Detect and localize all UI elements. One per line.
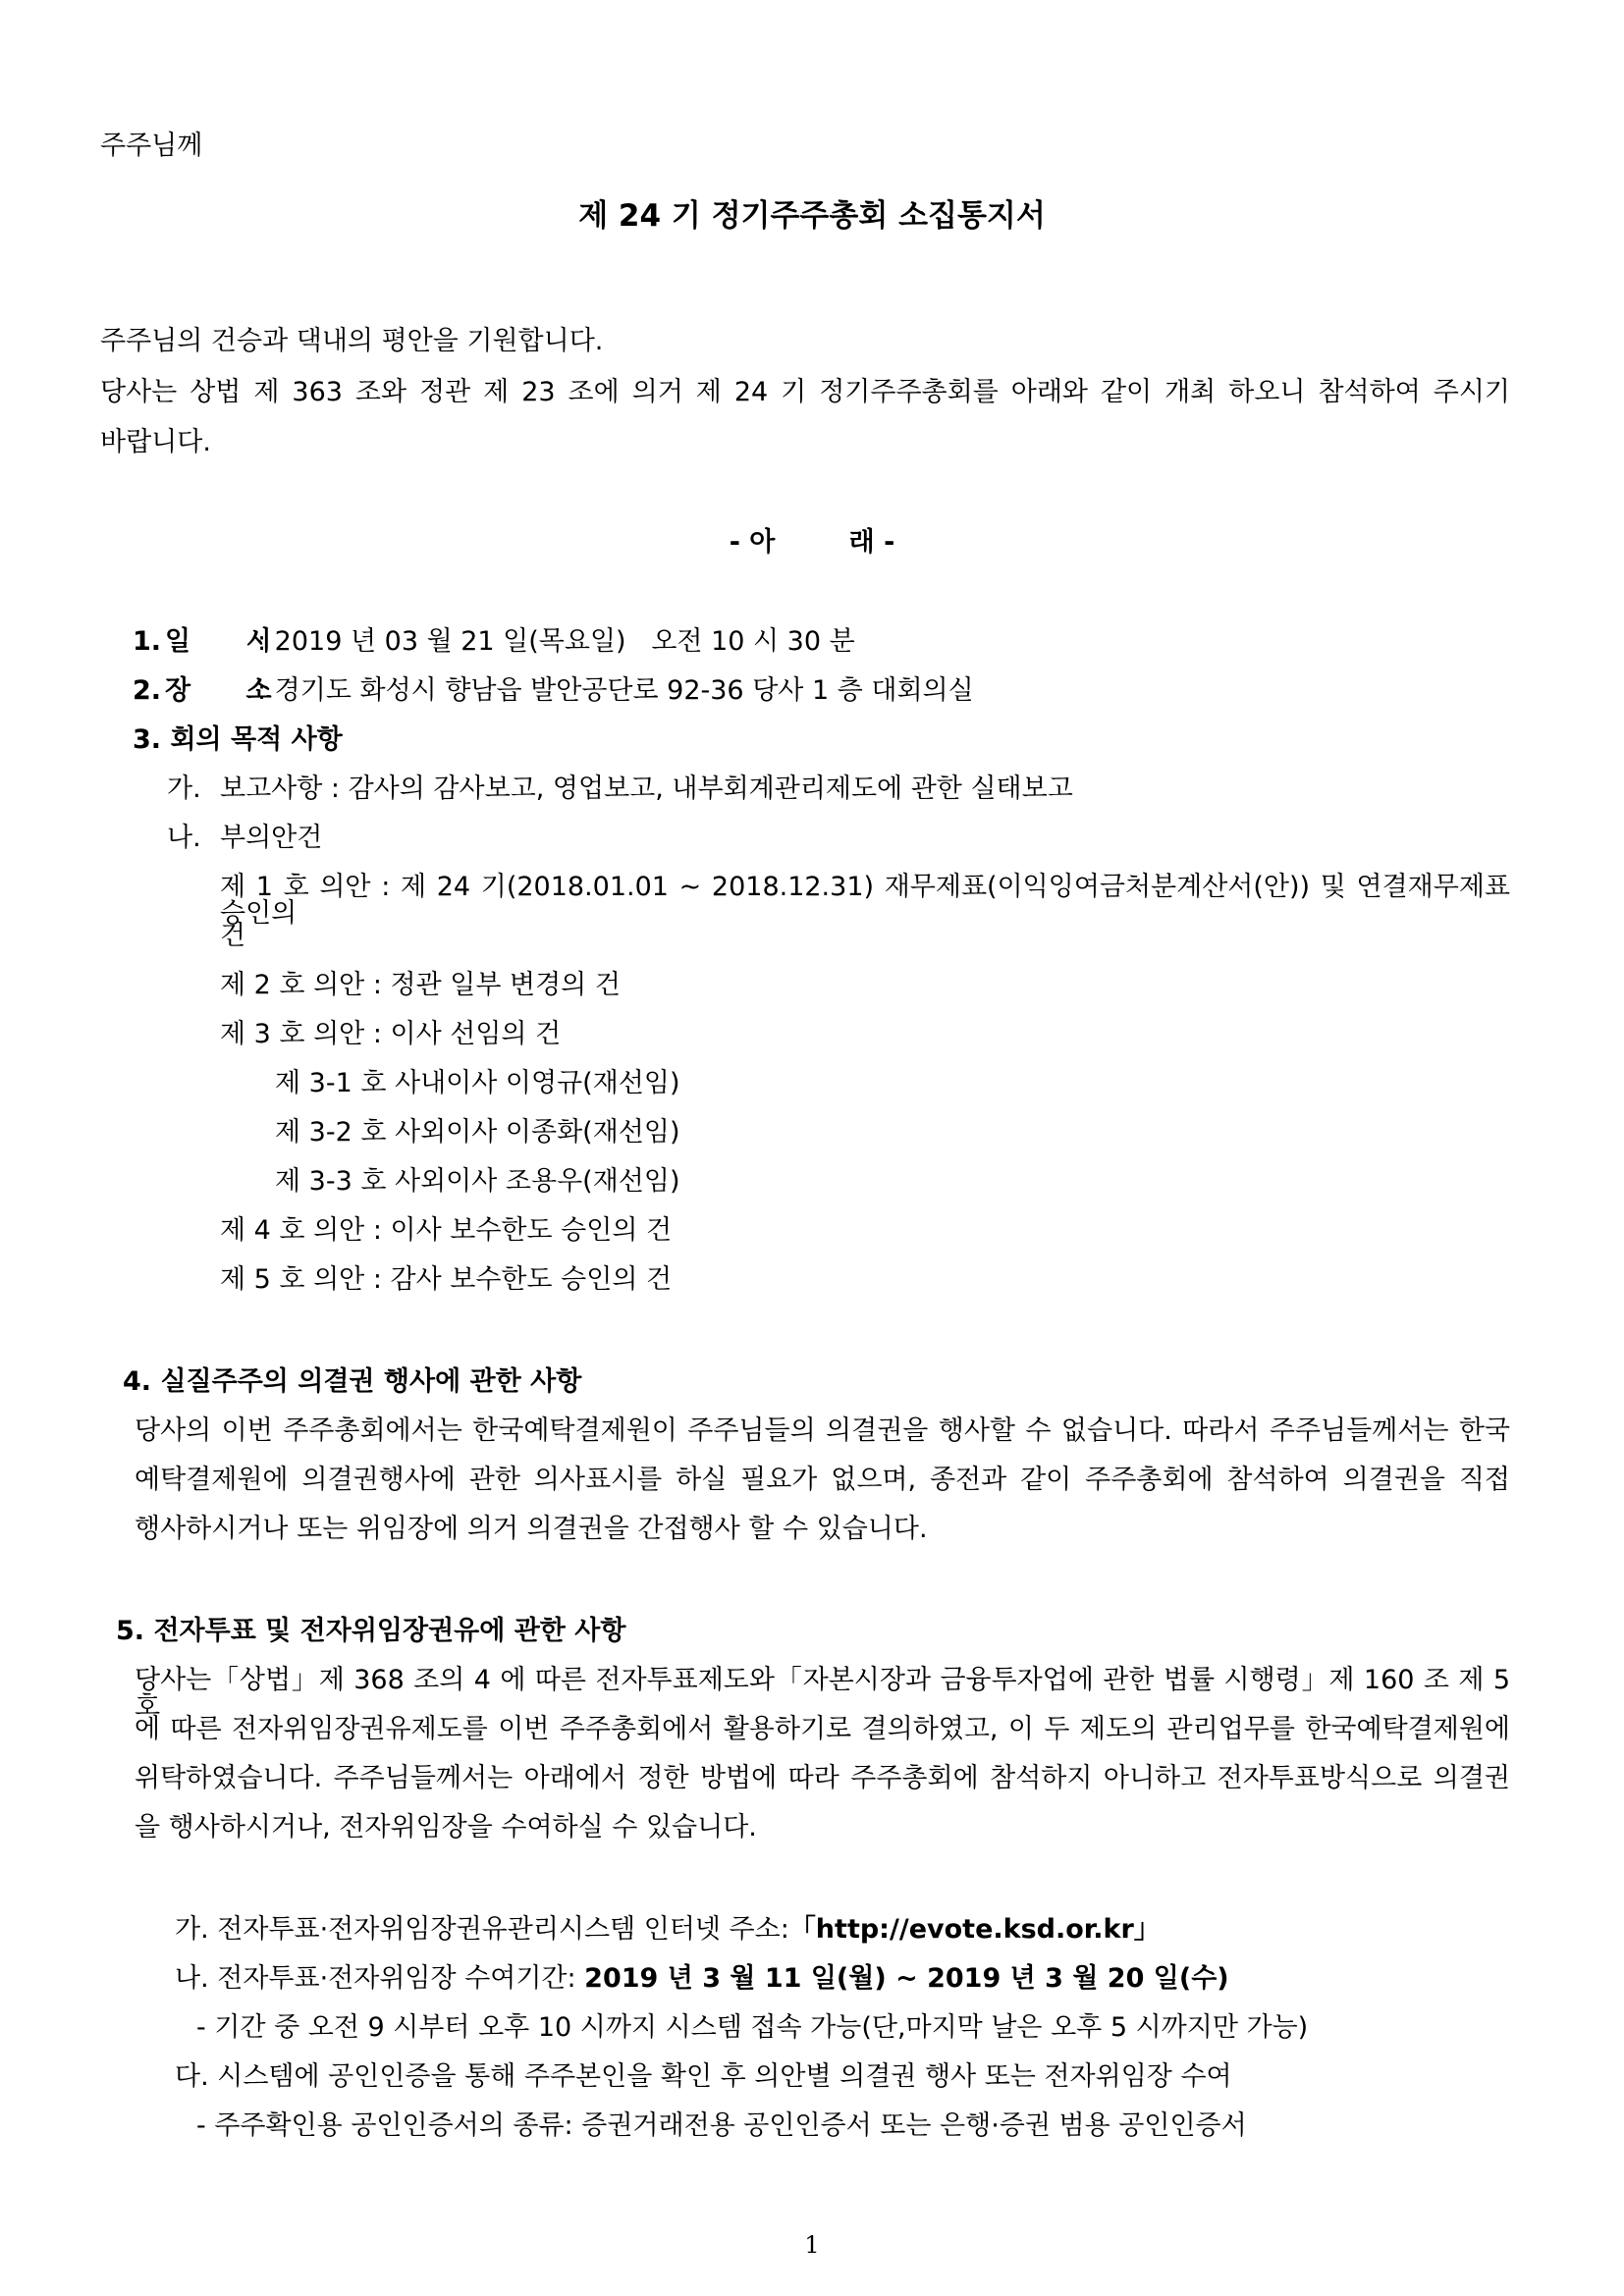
page-number: 1	[804, 2231, 820, 2259]
evote-address-label: 가. 전자투표·전자위임장권유관리시스템 인터넷 주소:	[175, 1914, 789, 1945]
report-text: 보고사항 : 감사의 감사보고, 영업보고, 내부회계관리제도에 관한 실태보고	[220, 774, 1073, 804]
item-3-heading: 3. 회의 목적 사항	[133, 724, 343, 755]
section-4-line-3: 행사하시거나 또는 위임장에 의거 의결권을 간접행사 할 수 있습니다.	[135, 1514, 928, 1544]
voting-period-note: - 기간 중 오전 9 시부터 오후 10 시까지 시스템 접속 가능(단,마지막 날은 오후 5 시까지만 가능)	[196, 2012, 1309, 2043]
agenda-3-2: 제 3-2 호 사외이사 이종화(재선임)	[275, 1117, 680, 1148]
greeting-line-1: 주주님의 건승과 댁내의 평안을 기원합니다.	[100, 326, 604, 356]
item-1-number: 1.	[133, 626, 162, 657]
document-title: 제 24 기 정기주주총회 소집통지서	[578, 198, 1046, 234]
agenda-2: 제 2 호 의안 : 정관 일부 변경의 건	[220, 970, 621, 1000]
certificate-note: - 주주확인용 공인인증서의 종류: 증권거래전용 공인인증서 또는 은행·증권 범용 공인인증서	[196, 2110, 1247, 2141]
greeting-line-3: 바랍니다.	[100, 427, 211, 457]
resolutions-marker: 나.	[167, 823, 201, 853]
item-1-value: : 2019 년 03 월 21 일(목요일) 오전 10 시 30 분	[257, 626, 855, 657]
section-5-line-1: 당사는「상법」제 368 조의 4 에 따른 전자투표제도와「자본시장과 금융투자업에 관한 법률 시행령」제 160 조 제 5 호	[135, 1665, 1510, 1722]
section-5-line-3: 위탁하였습니다. 주주님들께서는 아래에서 정한 방법에 따라 주주총회에 참석하지 아니하고 전자투표방식으로 의결권	[135, 1763, 1510, 1793]
section-5-line-4: 을 행사하시거나, 전자위임장을 수여하실 수 있습니다.	[135, 1812, 757, 1842]
below-heading: - 아 래 -	[729, 527, 895, 558]
item-2-label: 장 소	[165, 675, 272, 706]
agenda-3-1: 제 3-1 호 사내이사 이영규(재선임)	[275, 1068, 680, 1098]
item-2-number: 2.	[133, 675, 162, 706]
voting-period-item	[175, 1965, 1229, 1992]
agenda-4: 제 4 호 의안 : 이사 보수한도 승인의 건	[220, 1215, 673, 1246]
greeting-line-2: 당사는 상법 제 363 조와 정관 제 23 조에 의거 제 24 기 정기주주총회를 아래와 같이 개최 하오니 참석하여 주시기	[100, 377, 1510, 407]
resolutions-label: 부의안건	[220, 823, 323, 853]
item-2-value: : 경기도 화성시 향남읍 발안공단로 92-36 당사 1 층 대회의실	[257, 675, 974, 706]
section-4-line-2: 예탁결제원에 의결권행사에 관한 의사표시를 하실 필요가 없으며, 종전과 같이 주주총회에 참석하여 의결권을 직접	[135, 1465, 1510, 1495]
agenda-5: 제 5 호 의안 : 감사 보수한도 승인의 건	[220, 1264, 673, 1295]
evote-address-item	[175, 1916, 1161, 1943]
agenda-3: 제 3 호 의안 : 이사 선임의 건	[220, 1019, 562, 1049]
report-marker: 가.	[167, 774, 201, 804]
voting-period-label: 나. 전자투표·전자위임장 수여기간:	[175, 1963, 585, 1994]
voting-period-value: 2019 년 3 월 11 일(월) ~ 2019 년 3 월 20 일(수)	[584, 1963, 1229, 1994]
agenda-3-3: 제 3-3 호 사외이사 조용우(재선임)	[275, 1166, 680, 1197]
agenda-1-line-2: 건	[220, 921, 246, 951]
certificate-item: 다. 시스템에 공인인증을 통해 주주본인을 확인 후 의안별 의결권 행사 또는 전자위임장 수여	[175, 2061, 1232, 2092]
section-5-heading: 5. 전자투표 및 전자위임장권유에 관한 사항	[116, 1616, 626, 1646]
agenda-1-line-1: 제 1 호 의안 : 제 24 기(2018.01.01 ~ 2018.12.31) 재무제표(이익잉여금처분계산서(안)) 및 연결재무제표 승인의	[220, 872, 1510, 929]
section-4-line-1: 당사의 이번 주주총회에서는 한국예탁결제원이 주주님들의 의결권을 행사할 수 없습니다. 따라서 주주님들께서는 한국	[135, 1415, 1510, 1446]
section-4-heading: 4. 실질주주의 의결권 행사에 관한 사항	[123, 1366, 582, 1397]
salutation: 주주님께	[100, 131, 203, 161]
item-1-label: 일 시	[165, 626, 272, 657]
section-5-line-2: 에 따른 전자위임장권유제도를 이번 주주총회에서 활용하기로 결의하였고, 이 두 제도의 관리업무를 한국예탁결제원에	[135, 1714, 1510, 1744]
evote-url-link[interactable]: 「http://evote.ksd.or.kr」	[788, 1914, 1161, 1945]
